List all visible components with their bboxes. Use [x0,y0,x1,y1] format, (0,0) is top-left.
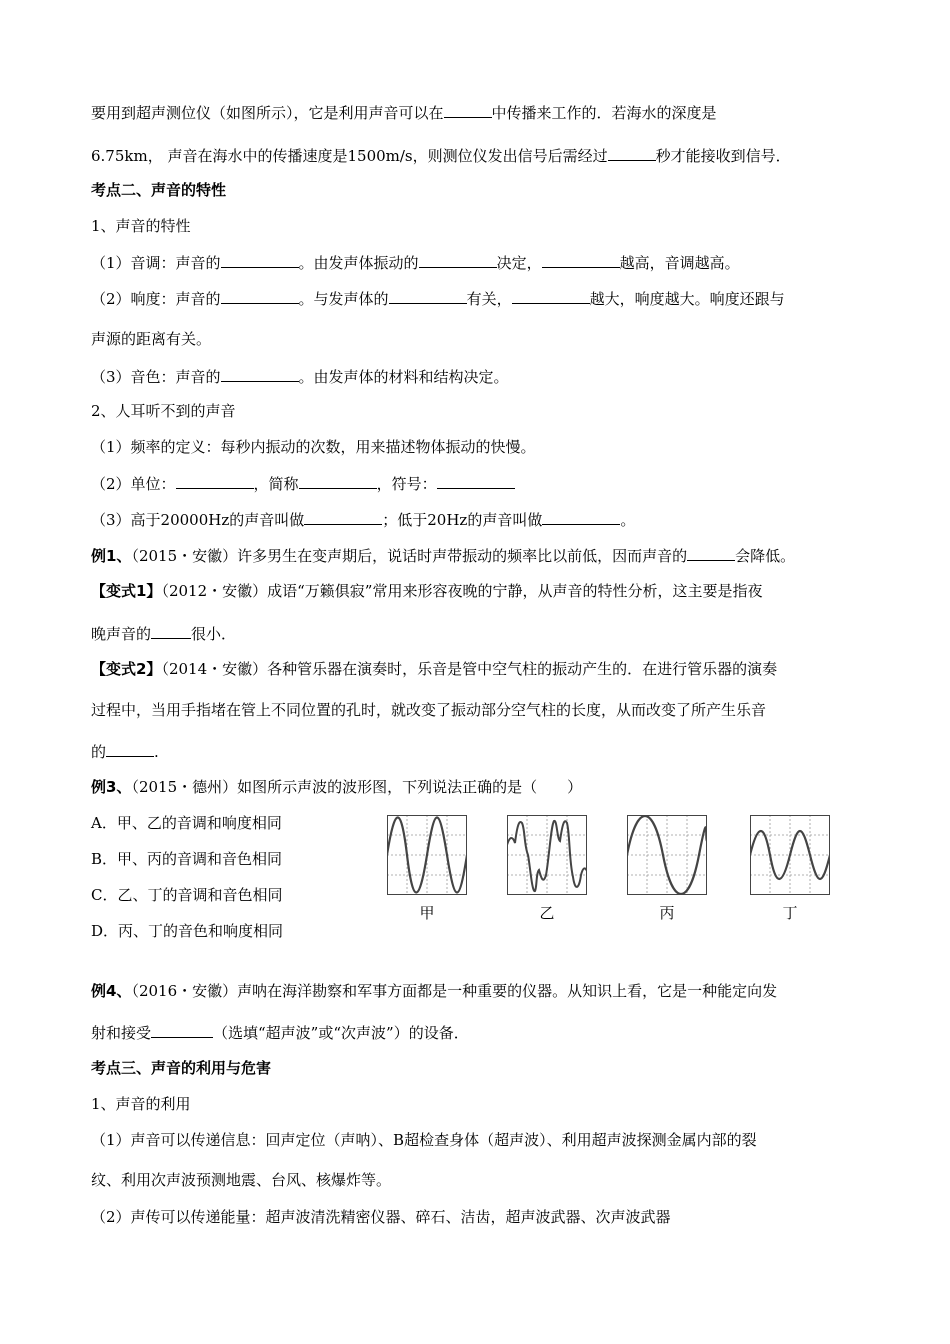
section-title: 考点三、声音的利用与危害 [91,1059,272,1077]
text-line: 的 . [91,743,159,761]
answer-blank[interactable] [608,145,656,161]
answer-blank[interactable] [299,473,377,489]
waveform-ding [750,815,830,895]
label-yi: 乙 [539,904,555,922]
option-d[interactable]: D．丙、丁的音色和响度相同 [91,922,284,940]
answer-blank[interactable] [221,366,299,382]
answer-blank[interactable] [512,288,590,304]
answer-blank[interactable] [389,288,467,304]
text-line: （1）音调：声音的 。由发声体振动的 决定， 越高，音调越高。 [91,254,740,272]
waveform-jia-graph [387,815,467,895]
answer-blank[interactable] [437,473,515,489]
waveform-bing-graph [627,815,707,895]
text-line: 声源的距离有关。 [91,330,212,348]
waveform-ding-graph [750,815,830,895]
answer-blank[interactable] [542,509,620,525]
answer-blank[interactable] [151,623,191,639]
subheading: 1、声音的特性 [91,217,191,235]
section-title: 考点二、声音的特性 [91,181,227,199]
variant-1: 【变式1】（2012・安徽）成语“万籁俱寂”常用来形容夜晚的宁静，从声音的特性分析，这主要是指夜 [91,582,763,600]
text-line: 纹、利用次声波预测地震、台风、核爆炸等。 [91,1171,392,1189]
label-ding: 丁 [782,904,798,922]
waveform-jia [387,815,467,895]
answer-blank[interactable] [444,102,492,118]
text-line: 过程中，当用手指堵在管上不同位置的孔时，就改变了振动部分空气柱的长度，从而改变了所产生乐音 [91,701,767,719]
variant-2: 【变式2】（2014・安徽）各种管乐器在演奏时，乐音是管中空气柱的振动产生的．在进行管乐器的演奏 [91,660,778,678]
answer-blank[interactable] [176,473,254,489]
text-line: （2）单位： ，简称 ，符号： [91,473,515,494]
answer-blank[interactable] [221,288,299,304]
text-line: （3）高于20000Hz的声音叫做 ；低于20Hz的声音叫做 。 [91,511,636,529]
text-line: 6.75km， 声音在海水中的传播速度是1500m/s，则测位仪发出信号后需经过 秒才能接收到信号． [91,147,791,165]
answer-blank[interactable] [221,252,299,268]
waveform-bing [627,815,707,895]
option-c[interactable]: C．乙、丁的音调和音色相同 [91,886,283,904]
label-jia: 甲 [419,904,435,922]
subheading: 1、声音的利用 [91,1095,191,1113]
answer-blank[interactable] [687,545,735,561]
waveform-yi [507,815,587,895]
text-line: （2）响度：声音的 。与发声体的 有关， 越大，响度越大。响度还跟与 [91,290,785,308]
text-line: 要用到超声测位仪（如图所示），它是利用声音可以在 中传播来工作的．若海水的深度是 [91,104,717,122]
answer-blank[interactable] [304,509,382,525]
text-line: （1）频率的定义：每秒内振动的次数，用来描述物体振动的快慢。 [91,438,536,456]
option-a[interactable]: A．甲、乙的音调和响度相同 [91,814,282,832]
text-line: （1）声音可以传递信息：回声定位（声呐）、B超检查身体（超声波）、利用超声波探测金属内部的裂 [91,1131,757,1149]
option-b[interactable]: B．甲、丙的音调和音色相同 [91,850,283,868]
text-line: 晚声音的 很小． [91,625,237,643]
subheading: 2、人耳听不到的声音 [91,402,236,420]
answer-blank[interactable] [151,1022,213,1038]
text-line: （2）声传可以传递能量：超声波清洗精密仪器、碎石、洁齿，超声波武器、次声波武器 [91,1208,671,1226]
text-line: （3）音色：声音的 。由发声体的材料和结构决定。 [91,368,509,386]
waveform-yi-graph [507,815,587,895]
example-1: 例1、（2015・安徽）许多男生在变声期后，说话时声带振动的频率比以前低，因而声音的 会降低。 [91,547,796,565]
answer-blank[interactable] [419,252,497,268]
example-4: 例4、（2016・安徽）声呐在海洋勘察和军事方面都是一种重要的仪器。从知识上看，它是一种能定向发 [91,982,778,1000]
text-line: 射和接受 （选填“超声波”或“次声波”）的设备． [91,1024,469,1042]
label-bing: 丙 [659,904,675,922]
example-3: 例3、（2015・德州）如图所示声波的波形图，下列说法正确的是（ ） [91,778,583,796]
answer-blank[interactable] [542,252,620,268]
answer-blank[interactable] [106,741,154,757]
